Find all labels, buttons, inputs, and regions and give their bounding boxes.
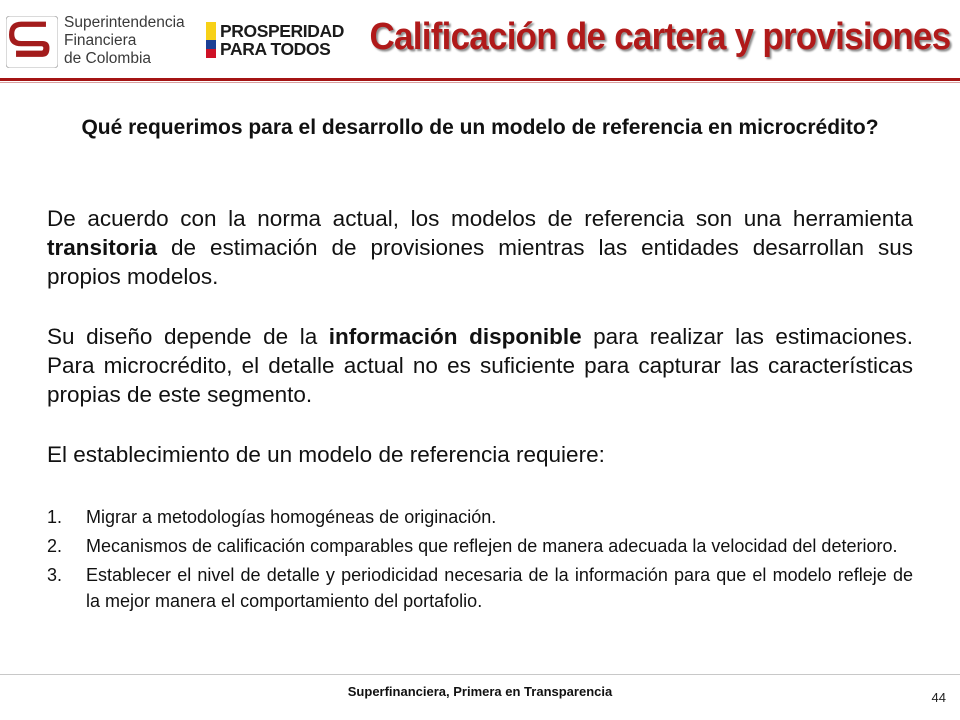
page-number: 44 (931, 690, 946, 705)
list-item (47, 533, 913, 559)
list-item-text: Establecer el nivel de detalle y periodicidad necesaria de la información para que el modelo refleje de la mejor manera el comportamiento del portafolio. (86, 565, 913, 611)
paragraph-reference-models (47, 204, 913, 291)
list-item-number: 2. (47, 536, 63, 556)
list-item-text: Mecanismos de calificación comparables que reflejen de manera adecuada la velocidad del deterioro. (86, 536, 898, 556)
list-item-text: Migrar a metodologías homogéneas de originación. (86, 507, 497, 527)
agency-name-line: Superintendencia (64, 14, 185, 31)
agency-name-line: Financiera (64, 32, 137, 49)
slide-header (0, 0, 960, 80)
prosperidad-para-todos-logo (206, 22, 346, 62)
paragraph-text: Su diseño depende de la (47, 324, 329, 349)
list-item-number: 3. (47, 565, 63, 585)
colombia-flag-icon (206, 22, 216, 58)
footer-tagline: Superfinanciera, Primera en Transparencia (347, 684, 613, 699)
superfinanciera-logo (6, 12, 206, 70)
agency-name-line: de Colombia (64, 50, 152, 67)
campaign-line: PARA TODOS (220, 39, 331, 59)
paragraph-text: De acuerdo con la norma actual, los modelos de referencia son una herramienta (47, 206, 913, 231)
campaign-line: PROSPERIDAD (220, 21, 344, 41)
paragraph-design (47, 322, 913, 409)
paragraph-requirements-intro: El establecimiento de un modelo de referencia requiere: (47, 442, 605, 467)
header-divider (0, 78, 960, 81)
list-item (47, 562, 913, 614)
header-divider-thin (0, 82, 960, 83)
section-question: Qué requerimos para el desarrollo de un modelo de referencia en microcrédito? (81, 116, 879, 139)
superfinanciera-s-icon (6, 16, 58, 68)
requirements-list (47, 504, 913, 617)
campaign-wordmark (220, 22, 344, 58)
paragraph-text: de estimación de provisiones mientras las entidades desarrollan sus propios modelos. (47, 235, 913, 289)
emphasis-text: transitoria (47, 235, 158, 260)
paragraph-text: para realizar las estimaciones. Para microcrédito, el detalle actual no es suficiente para capturar las características propias de este segmento. (47, 324, 913, 407)
superfinanciera-wordmark (64, 14, 185, 68)
list-item-number: 1. (47, 507, 63, 527)
slide-title: Calificación de cartera y provisiones (369, 16, 950, 58)
footer-divider (0, 674, 960, 675)
list-item (47, 504, 913, 530)
emphasis-text: información disponible (328, 324, 582, 349)
